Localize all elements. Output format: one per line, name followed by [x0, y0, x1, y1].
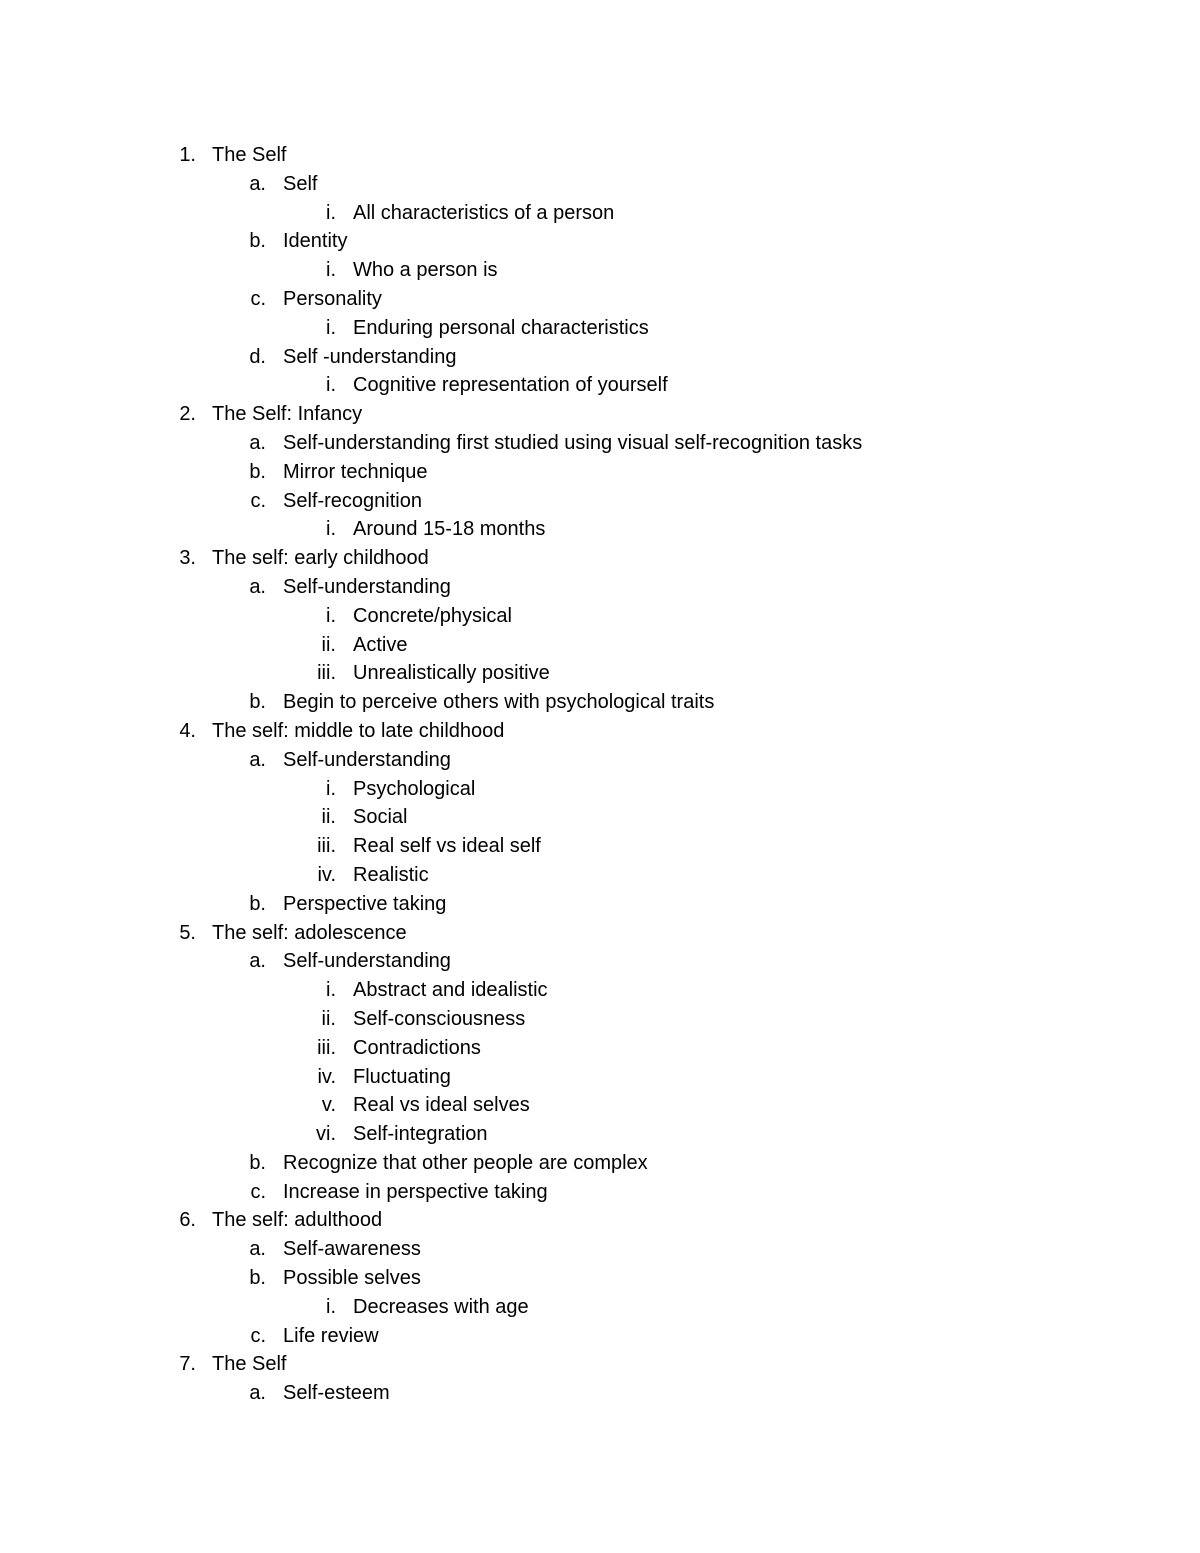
- outline-marker: b.: [249, 230, 266, 253]
- outline-marker: i.: [326, 259, 336, 282]
- outline-text: Unrealistically positive: [353, 662, 550, 685]
- outline-text: Realistic: [353, 863, 429, 886]
- outline-marker: i.: [326, 979, 336, 1002]
- outline-marker: b.: [249, 691, 266, 714]
- outline-item-point: [0, 314, 1200, 343]
- outline-text: The self: adulthood: [212, 1209, 383, 1232]
- outline-marker: b.: [249, 460, 266, 483]
- outline-marker: i.: [326, 604, 336, 627]
- outline-text: The self: middle to late childhood: [212, 719, 505, 742]
- outline-item-subsection: [0, 227, 1200, 256]
- outline-text: Abstract and idealistic: [353, 979, 548, 1002]
- outline-text: Self-recognition: [283, 489, 422, 512]
- outline-item-point: [0, 1120, 1200, 1149]
- outline-item-point: [0, 832, 1200, 861]
- outline-text: Increase in perspective taking: [283, 1180, 548, 1203]
- outline-marker: b.: [249, 1267, 266, 1290]
- outline-marker: c.: [250, 1180, 266, 1203]
- outline-marker: iii.: [317, 835, 336, 858]
- outline-item-point: [0, 1293, 1200, 1322]
- outline-marker: i.: [326, 518, 336, 541]
- outline-item-subsection: [0, 1149, 1200, 1178]
- outline-marker: iv.: [317, 863, 336, 886]
- outline-item-section: [0, 141, 1200, 170]
- outline-text: Psychological: [353, 777, 476, 800]
- outline-item-subsection: [0, 1322, 1200, 1351]
- outline-item-point: [0, 256, 1200, 285]
- outline-marker: c.: [250, 489, 266, 512]
- outline-item-subsection: [0, 1235, 1200, 1264]
- outline-marker: 4.: [179, 719, 196, 742]
- outline-marker: i.: [326, 201, 336, 224]
- outline-text: The self: early childhood: [212, 547, 429, 570]
- outline-item-subsection: [0, 487, 1200, 516]
- outline-text: Recognize that other people are complex: [283, 1151, 648, 1174]
- outline-marker: d.: [249, 345, 266, 368]
- outline-marker: 3.: [179, 547, 196, 570]
- outline-item-subsection: [0, 343, 1200, 372]
- outline-marker: iii.: [317, 662, 336, 685]
- outline-marker: a.: [249, 1382, 266, 1405]
- outline-text: Fluctuating: [353, 1065, 451, 1088]
- outline-item-point: [0, 371, 1200, 400]
- outline-marker: b.: [249, 1151, 266, 1174]
- outline-text: Decreases with age: [353, 1295, 529, 1318]
- outline-item-subsection: [0, 947, 1200, 976]
- outline-marker: a.: [249, 748, 266, 771]
- outline-item-section: [0, 1206, 1200, 1235]
- outline-item-subsection: [0, 429, 1200, 458]
- outline-marker: iii.: [317, 1036, 336, 1059]
- outline-marker: iv.: [317, 1065, 336, 1088]
- outline-marker: c.: [250, 1324, 266, 1347]
- outline-text: Around 15-18 months: [353, 518, 546, 541]
- outline-item-subsection: [0, 458, 1200, 487]
- outline-text: Self-esteem: [283, 1382, 390, 1405]
- outline-item-section: [0, 544, 1200, 573]
- outline-item-subsection: [0, 285, 1200, 314]
- outline-text: Life review: [283, 1324, 379, 1347]
- outline-marker: ii.: [321, 1007, 336, 1030]
- outline-marker: a.: [249, 1238, 266, 1261]
- outline-item-point: [0, 659, 1200, 688]
- outline-text: Self-understanding: [283, 575, 451, 598]
- outline-marker: a.: [249, 431, 266, 454]
- outline-item-subsection: [0, 1178, 1200, 1207]
- outline-marker: a.: [249, 575, 266, 598]
- outline-item-point: [0, 1034, 1200, 1063]
- outline-item-subsection: [0, 688, 1200, 717]
- outline-marker: i.: [326, 777, 336, 800]
- outline-marker: vi.: [316, 1123, 336, 1146]
- outline-marker: a.: [249, 172, 266, 195]
- outline-text: Real vs ideal selves: [353, 1094, 530, 1117]
- outline-item-point: [0, 976, 1200, 1005]
- outline-item-point: [0, 199, 1200, 228]
- outline-item-point: [0, 1063, 1200, 1092]
- outline-marker: ii.: [321, 806, 336, 829]
- outline-item-point: [0, 803, 1200, 832]
- outline-item-point: [0, 1091, 1200, 1120]
- outline-text: Personality: [283, 287, 382, 310]
- outline-marker: 7.: [179, 1353, 196, 1376]
- outline-item-point: [0, 861, 1200, 890]
- outline-text: Enduring personal characteristics: [353, 316, 649, 339]
- outline-text: Self -understanding: [283, 345, 457, 368]
- outline-marker: i.: [326, 374, 336, 397]
- outline-text: Perspective taking: [283, 892, 447, 915]
- outline-text: The Self: Infancy: [212, 403, 363, 426]
- outline-text: Who a person is: [353, 259, 498, 282]
- outline-item-subsection: [0, 1264, 1200, 1293]
- outline-text: Cognitive representation of yourself: [353, 374, 668, 397]
- outline-marker: 1.: [179, 144, 196, 166]
- outline-text: The self: adolescence: [212, 921, 407, 944]
- outline-item-point: [0, 1005, 1200, 1034]
- outline-item-subsection: [0, 890, 1200, 919]
- outline-list: [0, 141, 1200, 1408]
- outline-text: Self-understanding: [283, 748, 451, 771]
- outline-item-subsection: [0, 746, 1200, 775]
- outline-text: All characteristics of a person: [353, 201, 615, 224]
- outline-text: Self-understanding first studied using visual self-recognition tasks: [283, 431, 863, 454]
- outline-item-section: [0, 717, 1200, 746]
- outline-text: Self-integration: [353, 1123, 488, 1146]
- outline-text: Self-awareness: [283, 1238, 421, 1261]
- outline-text: Active: [353, 633, 408, 656]
- outline-text: Identity: [283, 230, 348, 253]
- outline-text: Mirror technique: [283, 460, 428, 483]
- outline-text: The Self: [212, 144, 287, 166]
- outline-text: Begin to perceive others with psychological traits: [283, 691, 715, 714]
- outline-marker: a.: [249, 950, 266, 973]
- outline-text: Possible selves: [283, 1267, 421, 1290]
- outline-item-subsection: [0, 170, 1200, 199]
- outline-item-point: [0, 775, 1200, 804]
- outline-item-point: [0, 631, 1200, 660]
- outline-text: Concrete/physical: [353, 604, 512, 627]
- outline-text: Self-understanding: [283, 950, 451, 973]
- outline-text: The Self: [212, 1353, 287, 1376]
- outline-item-subsection: [0, 573, 1200, 602]
- outline-marker: v.: [321, 1094, 336, 1117]
- outline-text: Social: [353, 806, 408, 829]
- outline-marker: 6.: [179, 1209, 196, 1232]
- outline-item-section: [0, 919, 1200, 948]
- outline-item-point: [0, 602, 1200, 631]
- outline-marker: 2.: [179, 403, 196, 426]
- outline-marker: i.: [326, 1295, 336, 1318]
- outline-marker: i.: [326, 316, 336, 339]
- outline-item-point: [0, 515, 1200, 544]
- outline-marker: ii.: [321, 633, 336, 656]
- outline-text: Self: [283, 172, 318, 195]
- outline-marker: b.: [249, 892, 266, 915]
- outline-item-subsection: [0, 1379, 1200, 1408]
- outline-item-section: [0, 1350, 1200, 1379]
- outline-text: Self-consciousness: [353, 1007, 526, 1030]
- outline-text: Real self vs ideal self: [353, 835, 541, 858]
- outline-item-section: [0, 400, 1200, 429]
- outline-marker: c.: [250, 287, 266, 310]
- outline-marker: 5.: [179, 921, 196, 944]
- outline-text: Contradictions: [353, 1036, 481, 1059]
